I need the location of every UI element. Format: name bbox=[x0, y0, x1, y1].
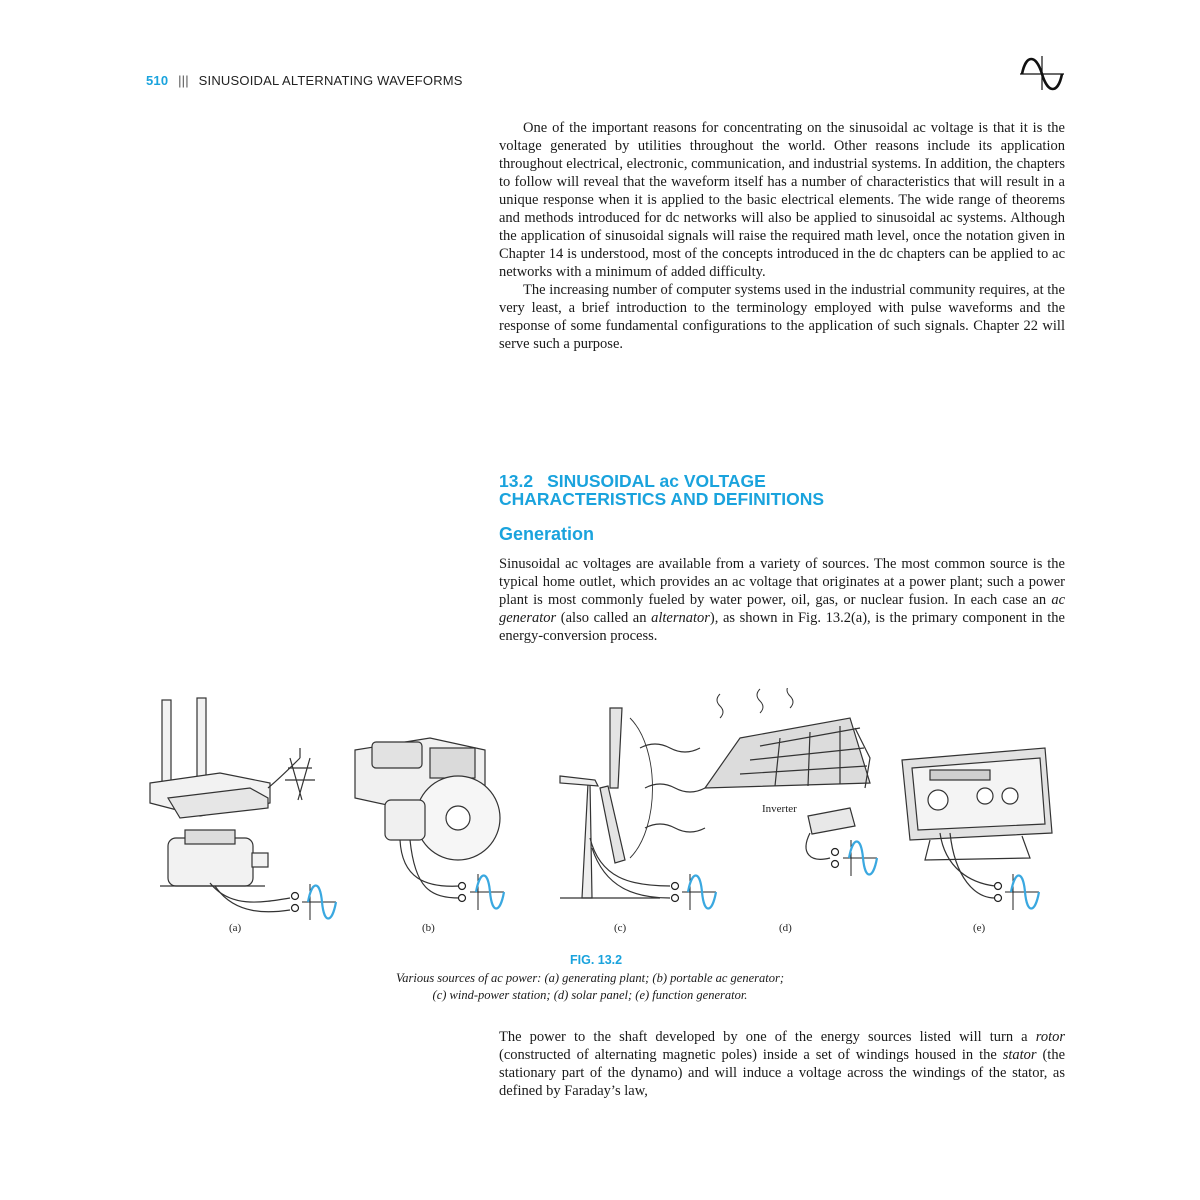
figure-label-e: (e) bbox=[973, 922, 986, 934]
running-header bbox=[146, 73, 846, 88]
section-title-line-1: SINUSOIDAL ac VOLTAGE bbox=[547, 471, 766, 491]
figure-caption-line-2: (c) wind-power station; (d) solar panel; (e) function generator. bbox=[432, 988, 748, 1002]
term-rotor: rotor bbox=[1035, 1029, 1065, 1045]
solar-panel-drawing bbox=[705, 688, 870, 859]
term-stator: stator bbox=[1002, 1047, 1037, 1063]
page-number: 510 bbox=[146, 73, 169, 88]
sine-wave-icon bbox=[1018, 52, 1066, 92]
generating-plant-drawing bbox=[150, 698, 315, 912]
header-separator: ||| bbox=[178, 73, 189, 88]
figure-label-d: (d) bbox=[779, 922, 792, 934]
closing-paragraph: The power to the shaft developed by one of the energy sources listed will turn a rotor (constructed of alternating magnetic poles) inside a set of windings housed in the stator (the stationary part of the dynamo) and will induce a voltage across the windings of the stator, as defined by Faraday’s law, bbox=[499, 1029, 1066, 1099]
generation-text bbox=[499, 555, 1065, 645]
closing-text bbox=[499, 1028, 1065, 1100]
inverter-label: Inverter bbox=[762, 803, 797, 815]
figure-label-c: (c) bbox=[614, 922, 627, 934]
generation-paragraph: Sinusoidal ac voltages are available from a variety of sources. The most common source is the typical home outlet, which provides an ac voltage that originates at a power plant; such a power plant is most commonly fueled by water power, oil, gas, or nuclear fusion. In each case an ac generator (also called an alternator), as shown in Fig. 13.2(a), is the primary component in the energy-conversion process. bbox=[499, 556, 1065, 644]
figure-label-b: (b) bbox=[422, 922, 435, 934]
figure-caption-line-1: Various sources of ac power: (a) generating plant; (b) portable ac generator; bbox=[395, 971, 785, 985]
figure-title: FIG. 13.2 bbox=[570, 953, 623, 967]
term-alternator: alternator bbox=[651, 610, 710, 626]
section-title-line-2: CHARACTERISTICS AND DEFINITIONS bbox=[499, 489, 825, 509]
subsection-heading: Generation bbox=[499, 524, 595, 544]
figure-label-a: (a) bbox=[229, 922, 242, 934]
wind-turbine-drawing bbox=[560, 708, 705, 898]
intro-paragraph-1: One of the important reasons for concentrating on the sinusoidal ac voltage is that it is the voltage generated by utilities throughout the world. Other reasons include its application throughout electrical, electronic, communication, and industrial systems. In addition, the chapters to follow will reveal that the waveform itself has a number of characteristics that will result in a unique response when it is applied to the basic electrical elements. The wide range of theorems and methods introduced for dc networks will also be applied to sinusoidal ac systems. Although the application of sinusoidal signals will raise the required math level, once the notation given in Chapter 14 is understood, most of the concepts introduced in the dc chapters can be applied to ac networks with a minimum of added difficulty. bbox=[499, 120, 1065, 280]
running-title: SINUSOIDAL ALTERNATING WAVEFORMS bbox=[198, 73, 463, 88]
intro-paragraph-2: The increasing number of computer systems used in the industrial community requires, at the very least, a brief introduction to the terminology employed with pulse waveforms and the response of some fundamental configurations to the application of such signals. Chapter 22 will serve such a purpose. bbox=[499, 282, 1065, 352]
section-heading bbox=[499, 472, 1099, 508]
section-number: 13.2 bbox=[499, 471, 534, 491]
intro-text bbox=[499, 119, 1065, 353]
function-generator-drawing bbox=[902, 748, 1052, 898]
term-ac-generator: ac generator bbox=[499, 592, 1065, 626]
figure-13-2-illustration bbox=[140, 688, 1060, 938]
